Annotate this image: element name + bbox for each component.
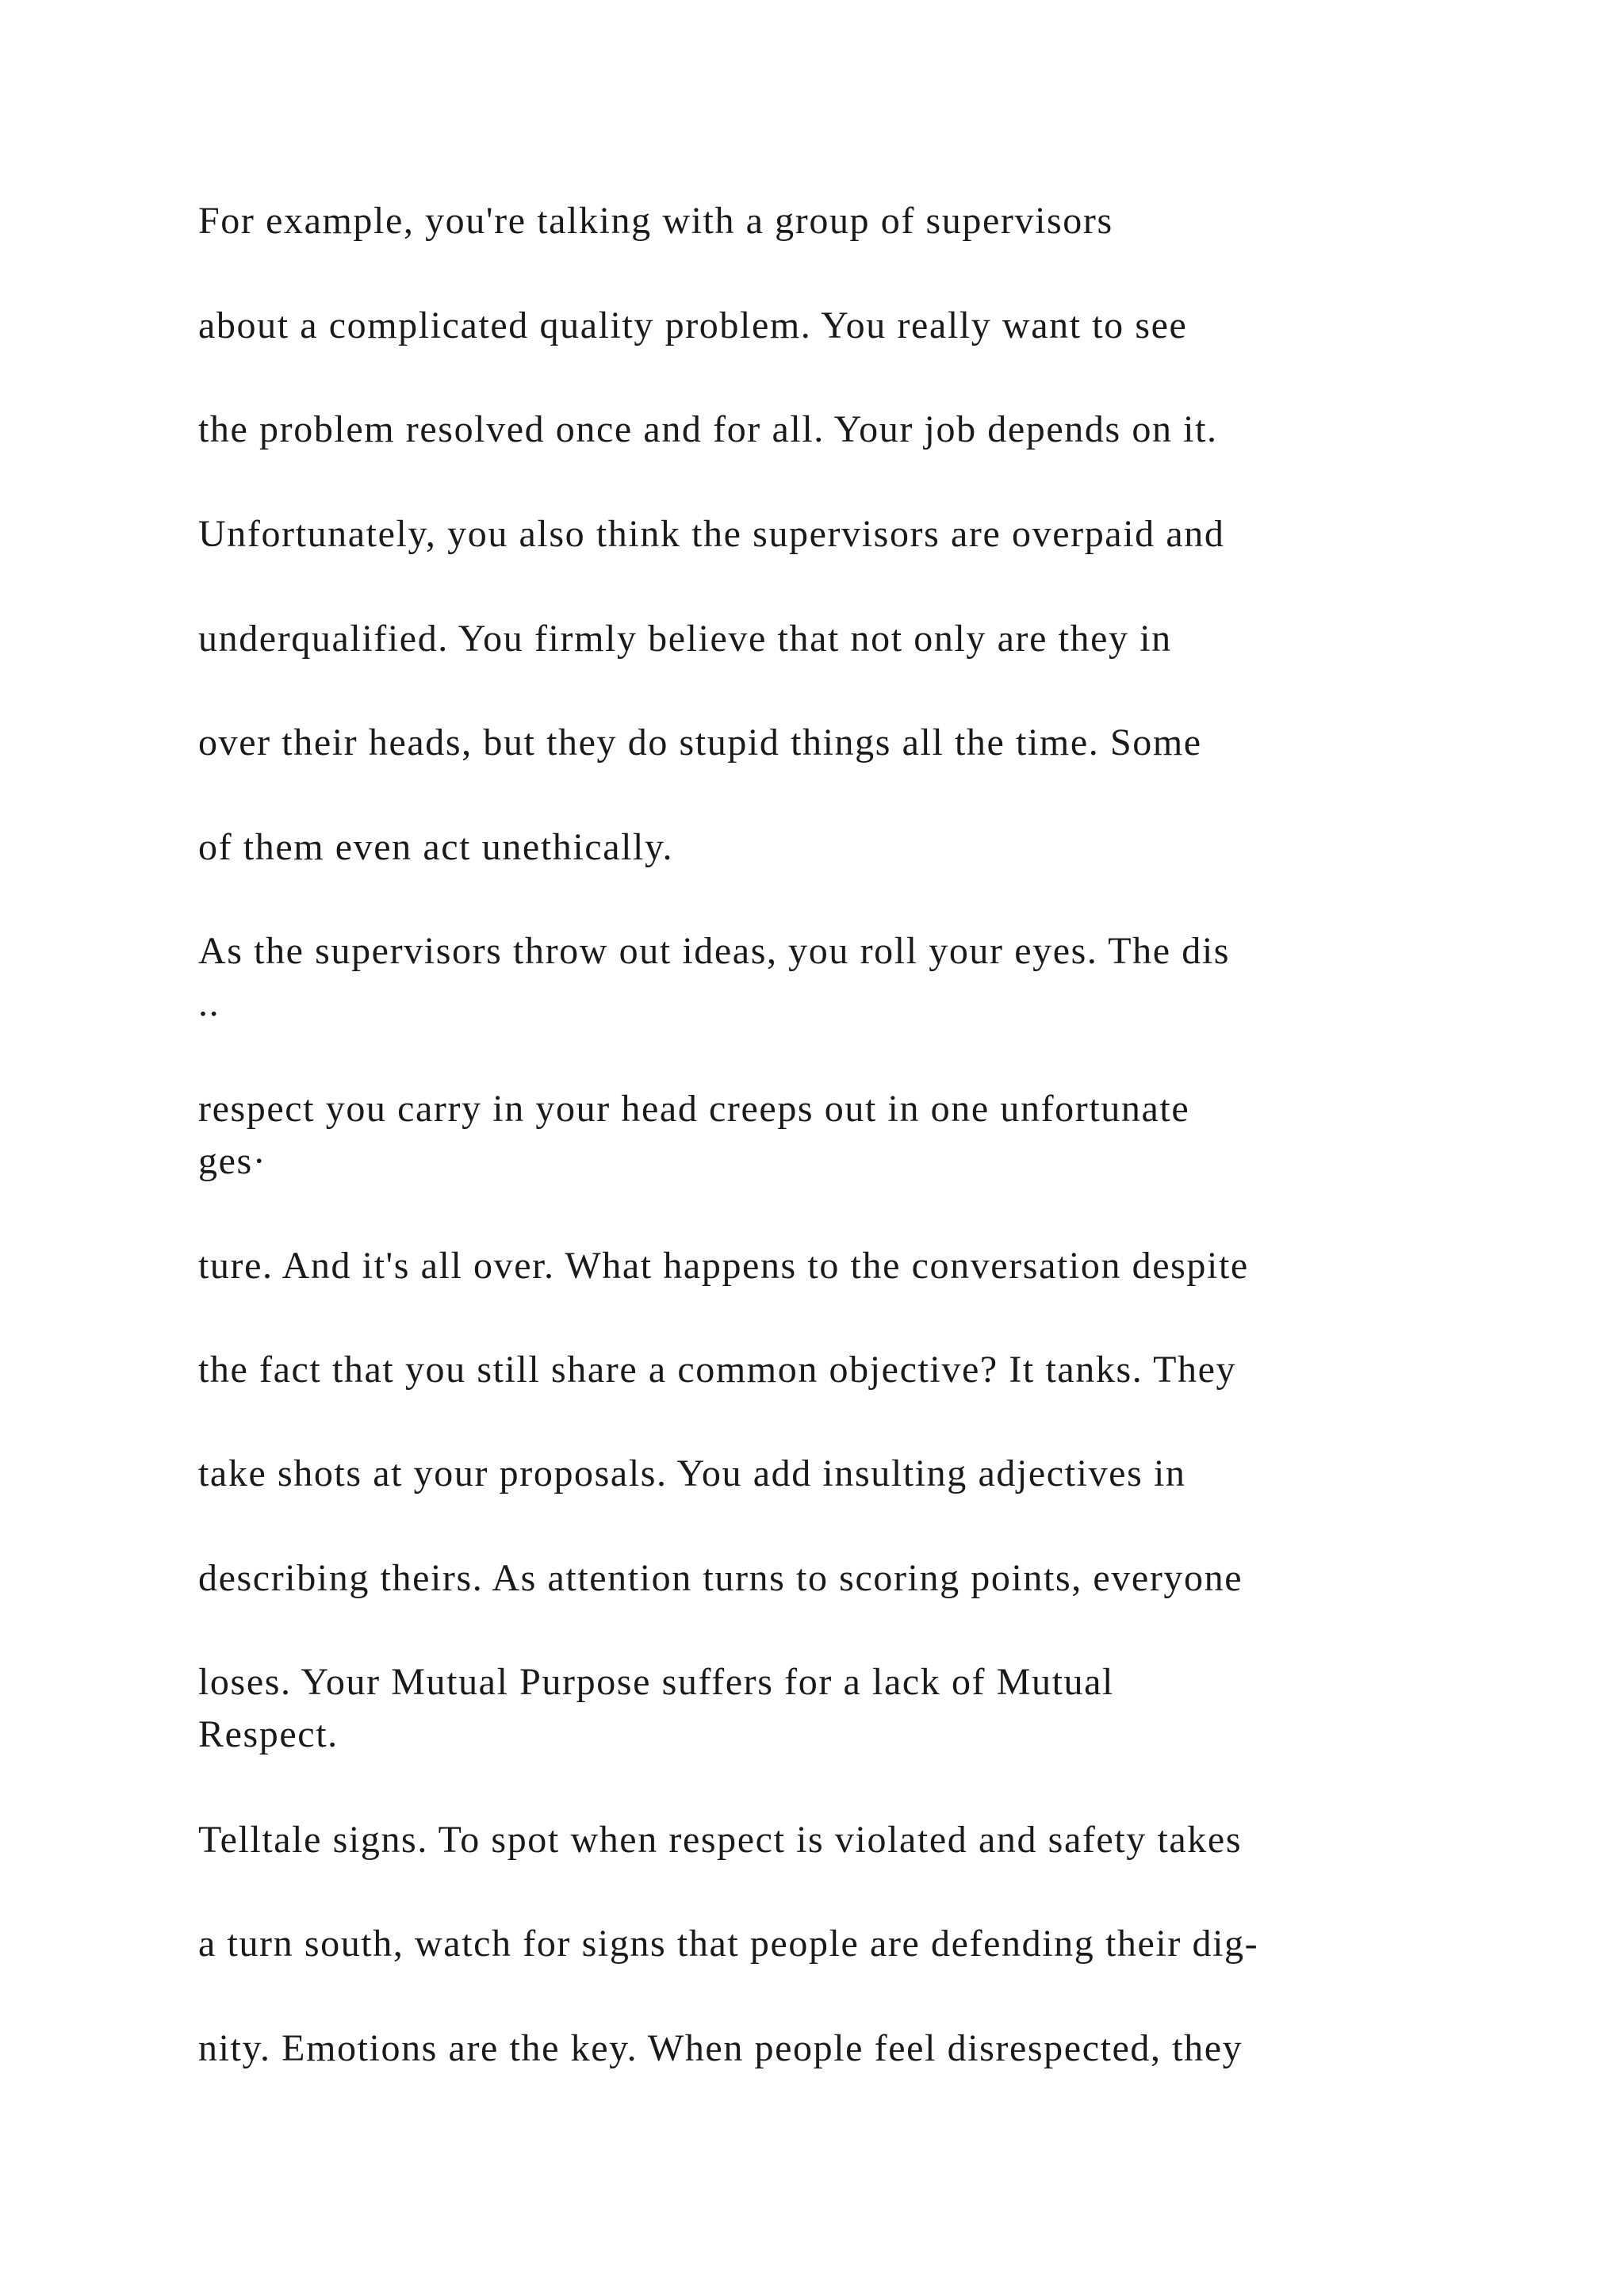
text-line-4: Unfortunately, you also think the supervisors are overpaid and (198, 513, 1225, 555)
text-line-6: over their heads, but they do stupid things all the time. Some (198, 721, 1202, 763)
text-line-15: Telltale signs. To spot when respect is violated and safety takes (198, 1819, 1243, 1861)
text-line-10: ture. And it's all over. What happens to the conversation despite (198, 1245, 1249, 1287)
text-line-8: As the supervisors throw out ideas, you roll your eyes. The dis .. (198, 930, 1231, 1024)
text-line-16: a turn south, watch for signs that people are defending their dig- (198, 1923, 1259, 1965)
text-line-1: For example, you're talking with a group of supervisors (198, 200, 1113, 242)
text-line-7: of them even act unethically. (198, 826, 674, 868)
text-line-12: take shots at your proposals. You add insulting adjectives in (198, 1452, 1186, 1494)
text-line-17: nity. Emotions are the key. When people feel disrespected, they (198, 2027, 1243, 2069)
text-line-3: the problem resolved once and for all. Your job depends on it. (198, 408, 1218, 450)
text-line-9: respect you carry in your head creeps out in one unfortunate ges· (198, 1088, 1190, 1182)
text-line-11: the fact that you still share a common objective? It tanks. They (198, 1349, 1237, 1391)
text-line-13: describing theirs. As attention turns to scoring points, everyone (198, 1557, 1243, 1599)
text-line-14: loses. Your Mutual Purpose suffers for a lack of Mutual Respect. (198, 1661, 1114, 1755)
text-line-2: about a complicated quality problem. You really want to see (198, 304, 1188, 346)
text-line-5: underqualified. You firmly believe that not only are they in (198, 618, 1172, 660)
